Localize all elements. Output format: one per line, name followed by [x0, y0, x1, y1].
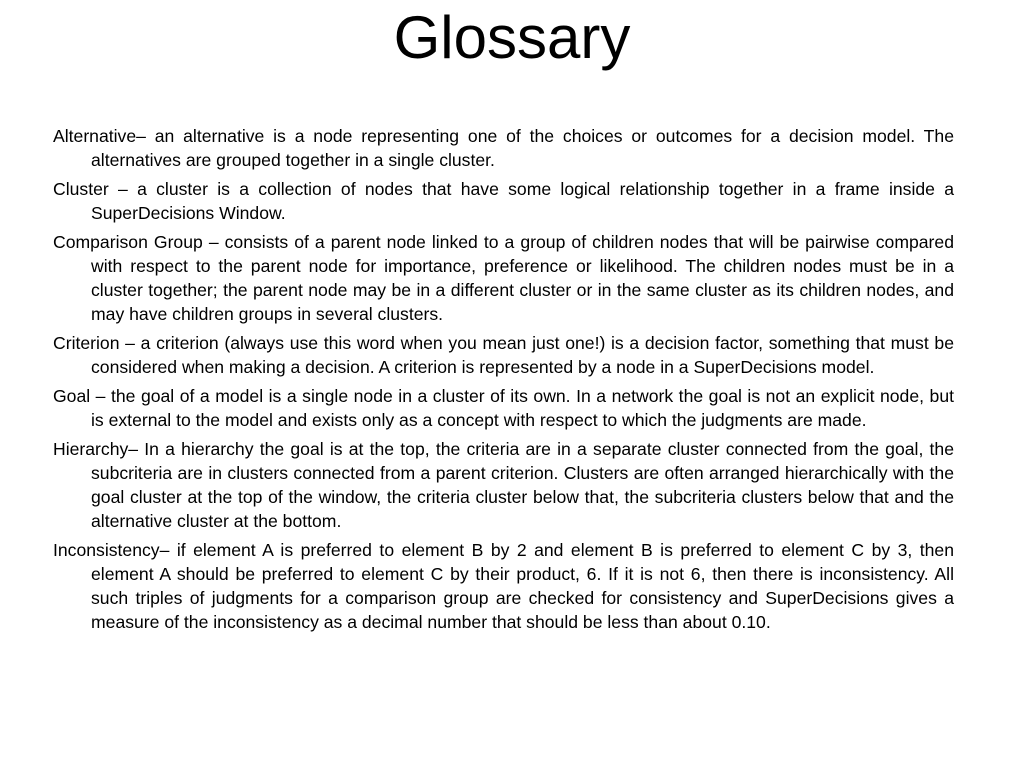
glossary-entry-alternative: Alternative– an alternative is a node representing one of the choices or outcomes for a decision model. The alternatives are grouped together in a single cluster. — [53, 126, 954, 171]
glossary-entry-criterion: Criterion – a criterion (always use this word when you mean just one!) is a decision factor, something that must be considered when making a decision. A criterion is represented by a node in a SuperDecisions model. — [53, 332, 954, 377]
slide-title: Glossary — [393, 4, 631, 71]
glossary-entry-goal: Goal – the goal of a model is a single node in a cluster of its own. In a network the goal is not an explicit node, but is external to the model and exists only as a concept with respect to which the judgments are made. — [53, 385, 954, 430]
glossary-entry-cluster: Cluster – a cluster is a collection of nodes that have some logical relationship together in a frame inside a SuperDecisions Window. — [53, 178, 954, 223]
glossary-entry-hierarchy: Hierarchy– In a hierarchy the goal is at the top, the criteria are in a separate cluster connected from the goal, the subcriteria are in clusters connected from a parent criterion. Clusters are often arranged hierarchically with the goal cluster at the top of the window, the criteria cluster below that, the subcriteria clusters below that and the alternative cluster at the bottom. — [53, 438, 954, 531]
glossary-entry-inconsistency: Inconsistency– if element A is preferred to element B by 2 and element B is preferred to element C by 3, then element A should be preferred to element C by their product, 6. If it is not 6, then there is inconsistency. All such triples of judgments for a comparison group are checked for consistency and SuperDecisions gives a measure of the inconsistency as a decimal number that should be less than about 0.10. — [53, 539, 954, 632]
glossary-list — [53, 124, 954, 639]
glossary-entry-comparison-group: Comparison Group – consists of a parent node linked to a group of children nodes that will be pairwise compared with respect to the parent node for importance, preference or likelihood. The children nodes must be in a cluster together; the parent node may be in a different cluster or in the same cluster as its children nodes, and may have children groups in several clusters. — [53, 231, 954, 325]
